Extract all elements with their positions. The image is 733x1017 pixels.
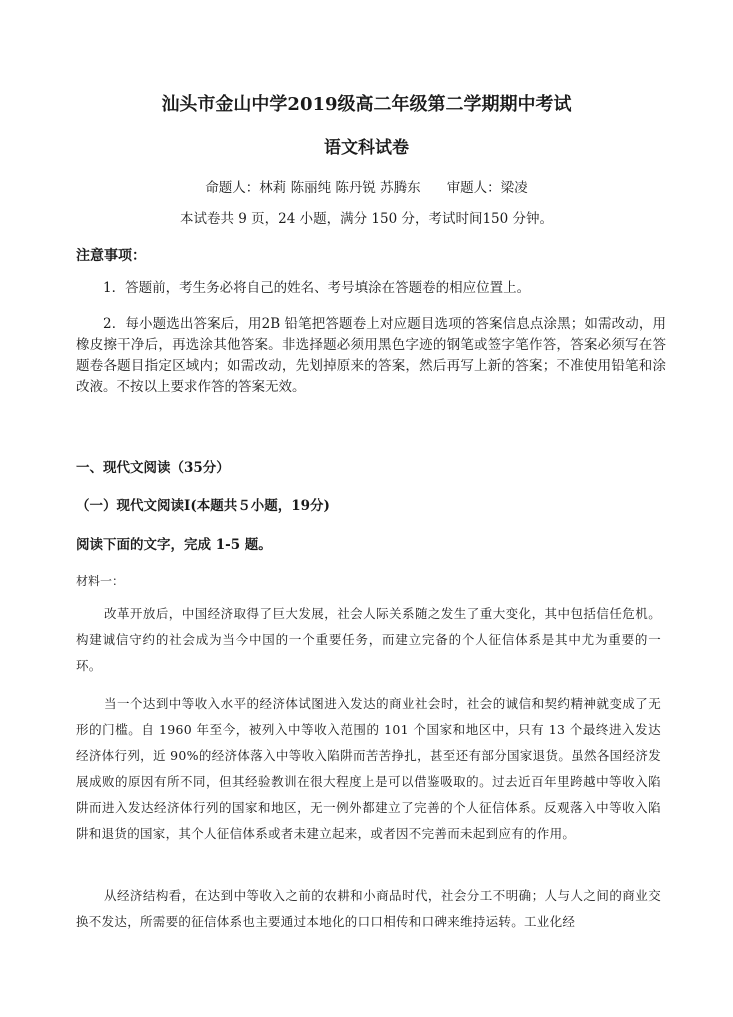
notice-item: 2．每小题选出答案后，用2B 铅笔把答题卷上对应题目选项的答案信息点涂黑；如需改动，用橡皮擦干净后，再选涂其他答案。非选择题必须用黑色字迹的钢笔或签字笔作答，答案必须写在答题卷各题目指定区域内；如需改动，先划掉原来的答案，然后再写上新的答案；不准使用铅笔和涂改液。不按以上要求作答的答案无效。	[76, 316, 666, 395]
notice-item: 1．答题前，考生务必将自己的姓名、考号填涂在答题卷的相应位置上。	[103, 280, 531, 296]
material-label: 材料一：	[76, 574, 125, 588]
part-title: 一、现代文阅读（35分）	[76, 460, 230, 476]
reading-paragraph: 改革开放后，中国经济取得了巨大发展，社会人际关系随之发生了重大变化，其中包括信任危机。构建诚信守约的社会成为当今中国的一个重要任务，而建立完备的个人征信体系是其中尤为重要的一环。	[76, 606, 661, 673]
reading-instruction: 阅读下面的文字，完成 1-5 题。	[76, 537, 272, 553]
author-line	[0, 176, 733, 196]
setters: 命题人：林莉 陈丽纯 陈丹锐 苏腾东	[205, 180, 421, 196]
notice-heading: 注意事项：	[76, 248, 146, 264]
exam-info: 本试卷共 9 页，24 小题，满分 150 分，考试时间150 分钟。	[179, 211, 554, 227]
paper-subtitle: 语文科试卷	[324, 138, 409, 158]
reading-paragraph: 从经济结构看，在达到中等收入之前的农耕和小商品时代，社会分工不明确；人与人之间的商业交换不发达，所需要的征信体系也主要通过本地化的口口相传和口碑来维持运转。工业化经	[76, 888, 661, 929]
reading-paragraph: 当一个达到中等收入水平的经济体试图进入发达的商业社会时，社会的诚信和契约精神就变成了无形的门槛。自 1960 年至今，被列入中等收入范围的 101 个国家和地区中，只有 13 个最终进入发达经济体行列，近 90%的经济体落入中等收入陷阱而苦苦挣扎，甚至还有部分国家退货。虽然各国经济发展成败的原因有所不同，但其经验教训在很大程度上是可以借鉴吸取的。过去近百年里跨越中等收入陷阱而进入发达经济体行列的国家和地区，无一例外都建立了完善的个人征信体系。反观落入中等收入陷阱和退货的国家，其个人征信体系或者未建立起来，或者因不完善而未起到应有的作用。	[76, 696, 661, 841]
sub-section-title: （一）现代文阅读Ⅰ(本题共５小题，19分)	[76, 498, 330, 514]
reviewer: 审题人：梁凌	[446, 180, 528, 196]
exam-title: 汕头市金山中学2019级高二年级第二学期期中考试	[161, 94, 572, 115]
